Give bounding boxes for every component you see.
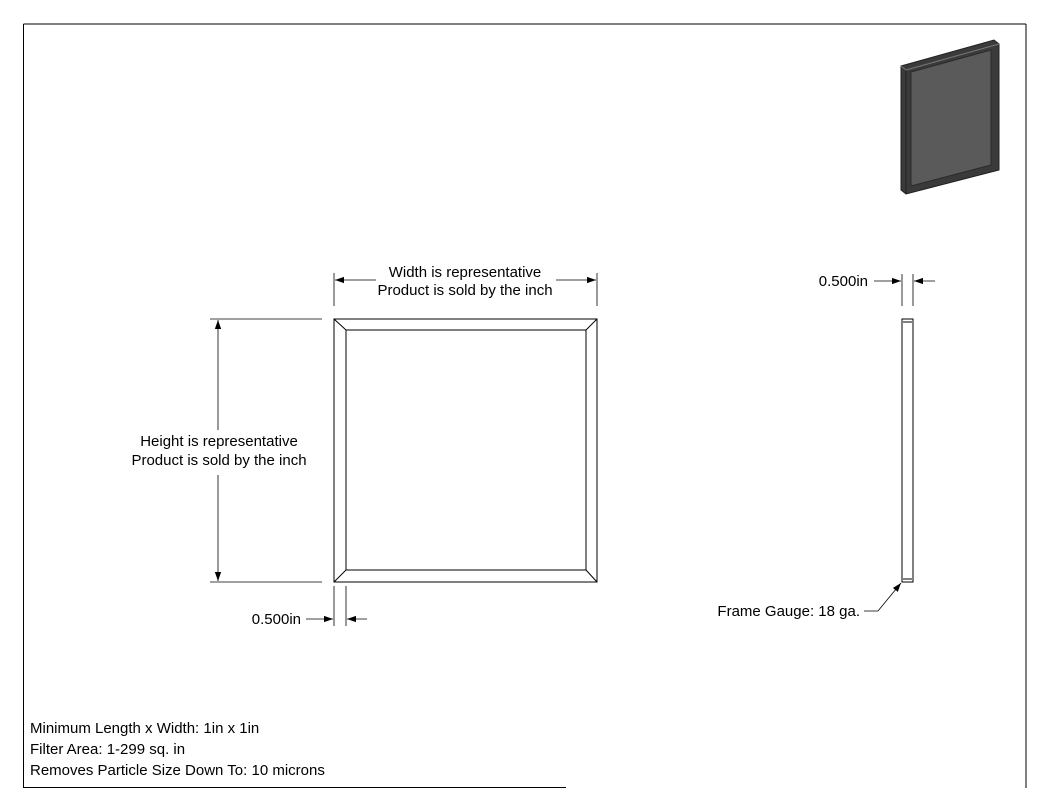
frame-gauge-leader — [864, 583, 901, 611]
front-frame-thickness-label: 0.500in — [251, 611, 301, 628]
width-note-line2: Product is sold by the inch — [377, 282, 553, 299]
front-frame-thickness-dimension — [306, 586, 367, 626]
note-particle-size: Removes Particle Size Down To: 10 microns — [30, 762, 325, 779]
frame-gauge-label: Frame Gauge: 18 ga. — [717, 603, 860, 620]
side-view-frame — [902, 319, 913, 582]
front-view-frame — [334, 319, 597, 582]
height-note-line2: Product is sold by the inch — [131, 452, 307, 469]
sheet-border — [24, 24, 1027, 788]
note-filter-area: Filter Area: 1-299 sq. in — [30, 741, 186, 758]
width-note-line1: Width is representative — [388, 264, 542, 281]
height-note-line1: Height is representative — [140, 433, 298, 450]
isometric-filter-thumbnail — [901, 40, 999, 194]
note-min-size: Minimum Length x Width: 1in x 1in — [30, 720, 260, 737]
side-thickness-label: 0.500in — [818, 273, 868, 290]
height-dimension — [210, 319, 322, 582]
side-thickness-dimension — [874, 274, 935, 306]
